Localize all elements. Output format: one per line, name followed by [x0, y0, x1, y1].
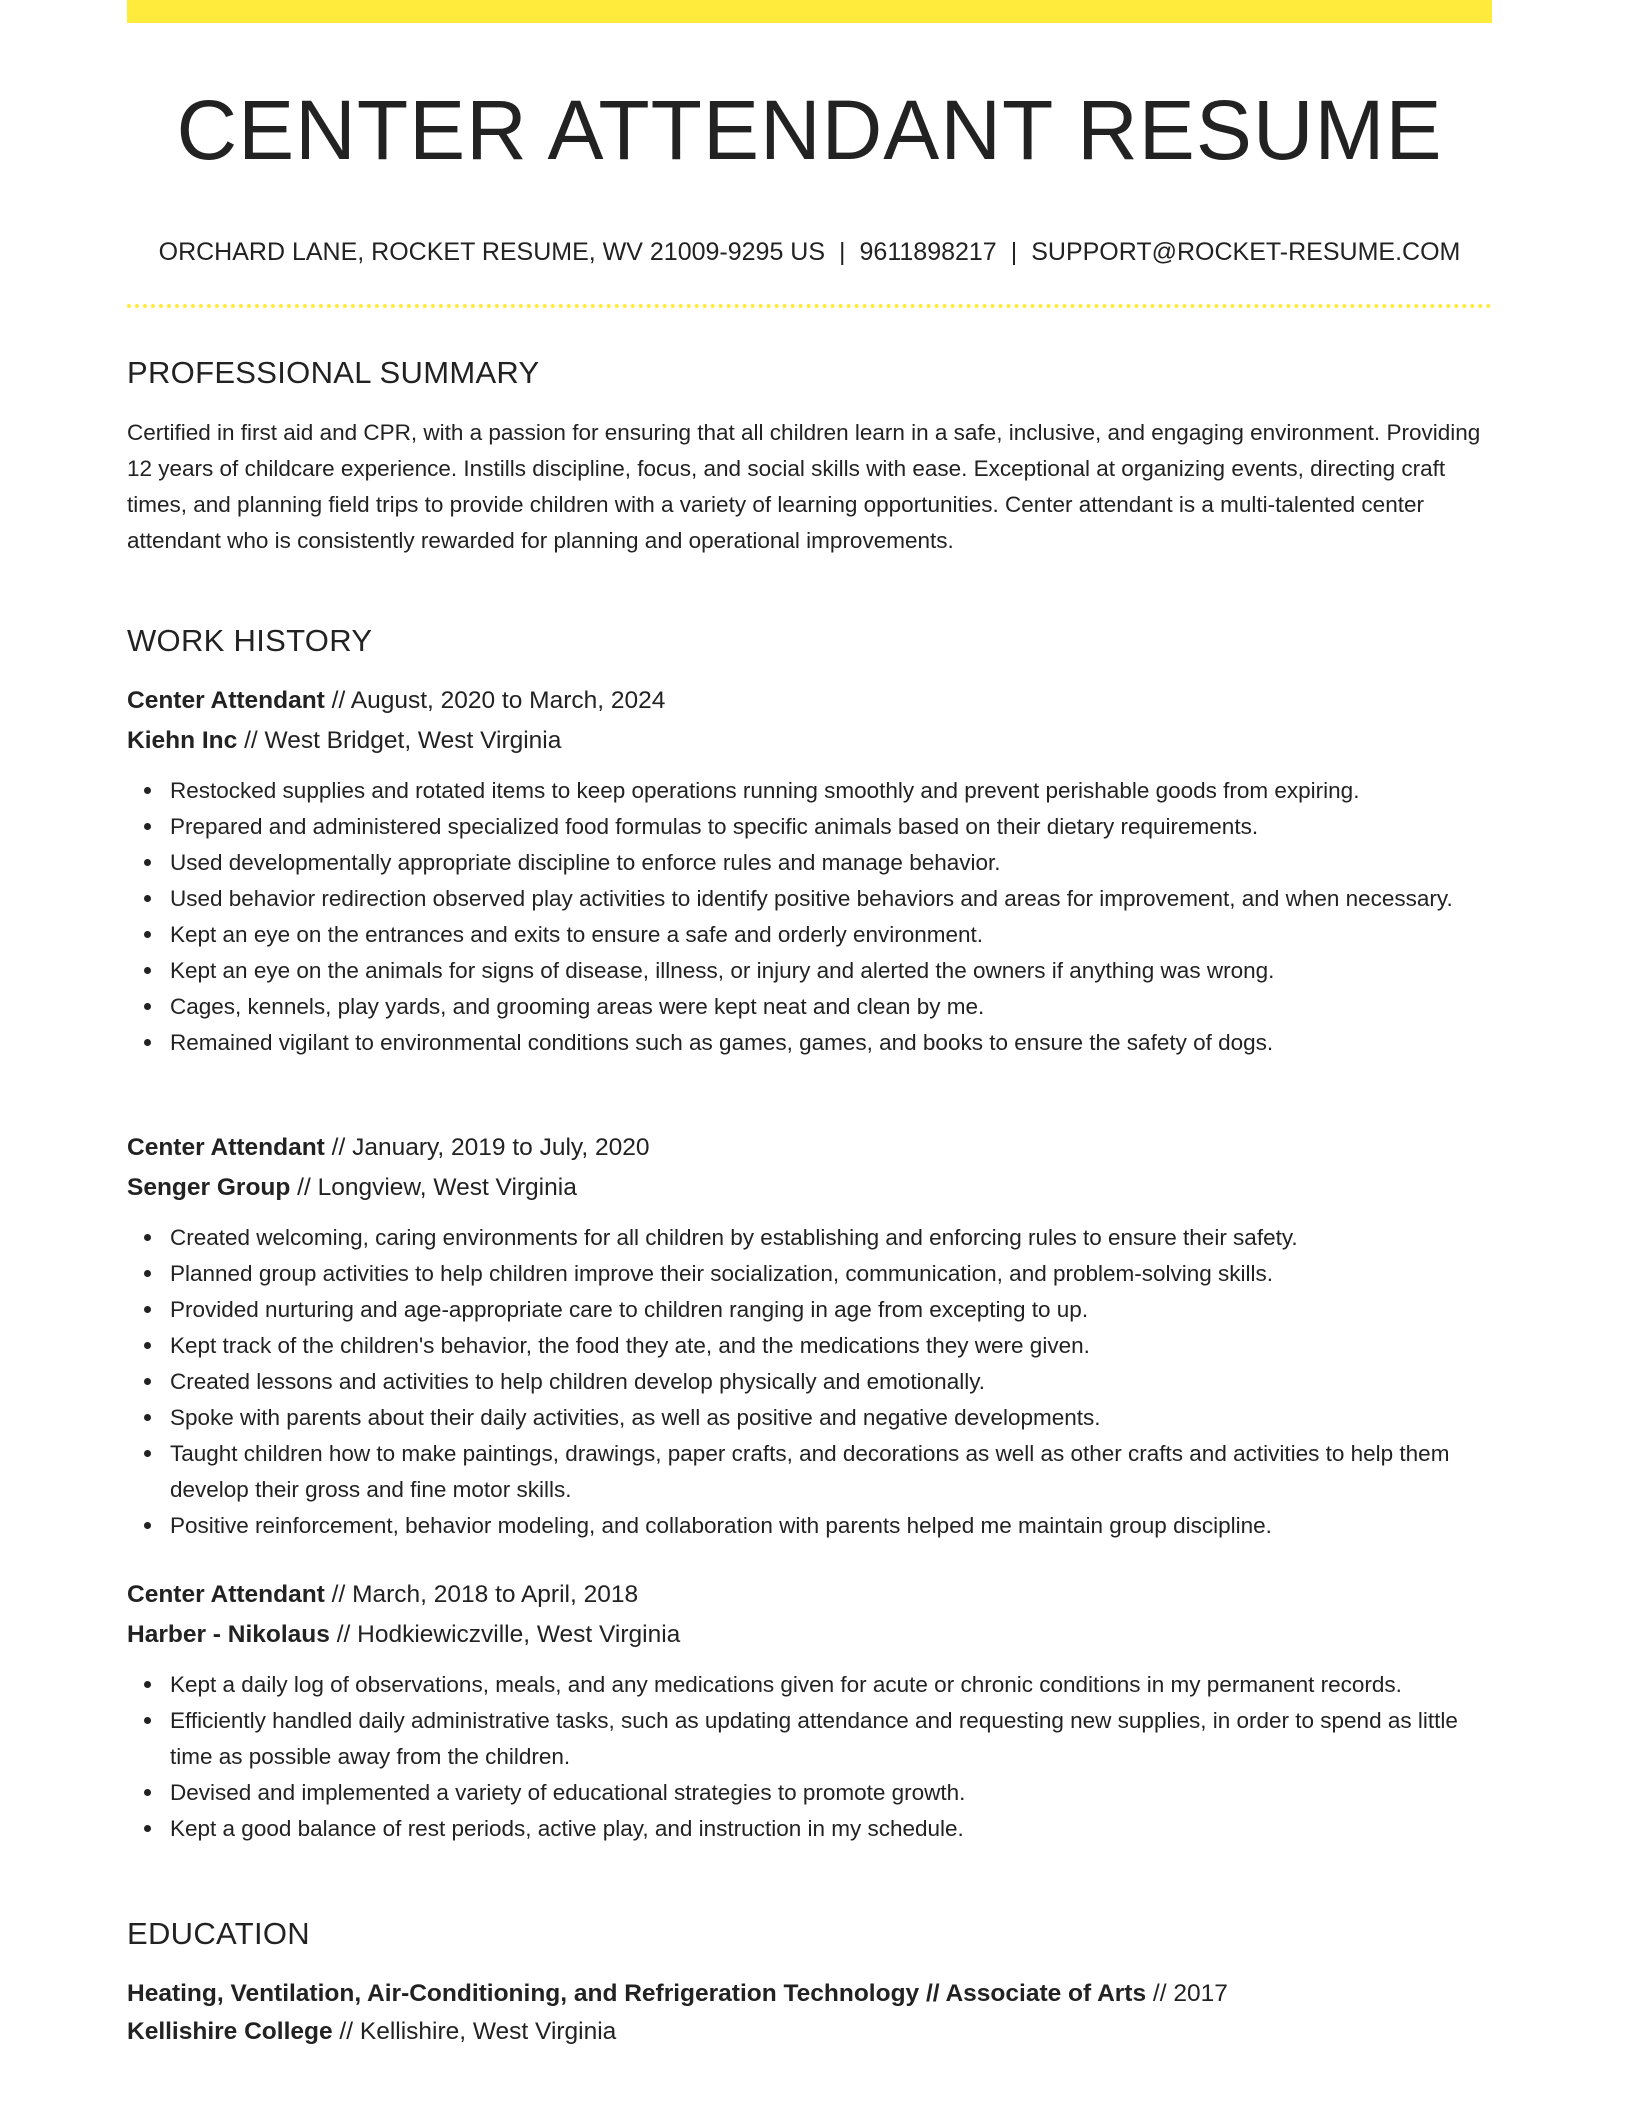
job-bullet: Kept an eye on the animals for signs of disease, illness, or injury and alerted the owners if anything was wrong.	[170, 953, 1492, 989]
job-company: Harber - Nikolaus	[127, 1621, 330, 1648]
job-bullet: Cages, kennels, play yards, and grooming areas were kept neat and clean by me.	[170, 989, 1492, 1025]
job-bullet: Used behavior redirection observed play activities to identify positive behaviors and areas for improvement, and when necessary.	[170, 881, 1492, 917]
job-company-line	[127, 721, 1492, 761]
summary-section	[127, 353, 1492, 559]
job-dates: March, 2018 to April, 2018	[352, 1581, 639, 1608]
job-entry	[127, 681, 1492, 1061]
job-bullet: Remained vigilant to environmental conditions such as games, games, and books to ensure the safety of dogs.	[170, 1025, 1492, 1061]
job-bullet: Devised and implemented a variety of educational strategies to promote growth.	[170, 1775, 1492, 1811]
job-bullet: Kept track of the children's behavior, the food they ate, and the medications they were given.	[170, 1328, 1492, 1364]
job-bullet: Kept an eye on the entrances and exits to ensure a safe and orderly environment.	[170, 917, 1492, 953]
education-degree: Heating, Ventilation, Air-Conditioning, and Refrigeration Technology // Associate of Arts	[127, 1980, 1147, 2007]
job-title: Center Attendant	[127, 687, 325, 714]
work-history-heading: WORK HISTORY	[127, 623, 373, 658]
job-bullet: Provided nurturing and age-appropriate care to children ranging in age from excepting to up.	[170, 1292, 1492, 1328]
contact-separator: |	[839, 238, 846, 266]
job-bullet: Taught children how to make paintings, drawings, paper crafts, and decorations as well as other crafts and activities to help them develop their gross and fine motor skills.	[170, 1436, 1492, 1508]
education-school-line	[127, 2013, 1492, 2051]
job-title: Center Attendant	[127, 1581, 325, 1608]
job-entry	[127, 1128, 1492, 1544]
job-title-line	[127, 1575, 1492, 1615]
job-title-line	[127, 1128, 1492, 1168]
education-separator: //	[1152, 1980, 1167, 2007]
job-bullet: Positive reinforcement, behavior modeling, and collaboration with parents helped me maintain group discipline.	[170, 1508, 1492, 1544]
job-separator: //	[331, 687, 346, 714]
job-entry	[127, 1575, 1492, 1847]
education-degree-line	[127, 1975, 1492, 2013]
summary-heading: PROFESSIONAL SUMMARY	[127, 355, 540, 390]
job-bullet: Restocked supplies and rotated items to keep operations running smoothly and prevent perishable goods from expiring.	[170, 773, 1492, 809]
job-bullet-list	[127, 1667, 1492, 1847]
accent-bar	[127, 0, 1492, 23]
resume-title: CENTER ATTENDANT RESUME	[176, 83, 1443, 177]
education-year: 2017	[1173, 1980, 1228, 2007]
job-separator: //	[331, 1134, 346, 1161]
education-separator: //	[339, 2018, 354, 2045]
job-bullet: Planned group activities to help children improve their socialization, communication, and problem-solving skills.	[170, 1256, 1492, 1292]
education-heading: EDUCATION	[127, 1916, 310, 1951]
job-location: Hodkiewiczville, West Virginia	[357, 1621, 681, 1648]
job-separator: //	[336, 1621, 351, 1648]
contact-address: ORCHARD LANE, ROCKET RESUME, WV 21009-9295 US	[158, 238, 826, 266]
job-dates: January, 2019 to July, 2020	[352, 1134, 650, 1161]
contact-line	[127, 235, 1492, 269]
job-bullet-list	[127, 773, 1492, 1061]
education-school: Kellishire College	[127, 2018, 333, 2045]
job-bullet: Efficiently handled daily administrative tasks, such as updating attendance and requesting new supplies, in order to spend as little time as possible away from the children.	[170, 1703, 1492, 1775]
job-bullet: Created lessons and activities to help children develop physically and emotionally.	[170, 1364, 1492, 1400]
job-bullet-list	[127, 1220, 1492, 1544]
education-location: Kellishire, West Virginia	[359, 2018, 617, 2045]
job-bullet: Used developmentally appropriate discipline to enforce rules and manage behavior.	[170, 845, 1492, 881]
job-location: West Bridget, West Virginia	[264, 727, 562, 754]
job-company: Kiehn Inc	[127, 727, 238, 754]
job-bullet: Created welcoming, caring environments for all children by establishing and enforcing rules to ensure their safety.	[170, 1220, 1492, 1256]
education-section	[127, 1914, 1492, 2051]
job-bullet: Spoke with parents about their daily activities, as well as positive and negative developments.	[170, 1400, 1492, 1436]
contact-separator: |	[1010, 238, 1018, 266]
job-dates: August, 2020 to March, 2024	[350, 687, 666, 714]
job-bullet: Kept a good balance of rest periods, active play, and instruction in my schedule.	[170, 1811, 1492, 1847]
job-bullet: Kept a daily log of observations, meals, and any medications given for acute or chronic conditions in my permanent records.	[170, 1667, 1492, 1703]
job-location: Longview, West Virginia	[317, 1174, 577, 1201]
summary-text: Certified in first aid and CPR, with a passion for ensuring that all children learn in a safe, inclusive, and engaging environment. Providing 12 years of childcare experience. Instills discipline, focus, and social skills with ease. Exceptional at organizing events, directing craft times, and planning field trips to provide children with a variety of learning opportunities. Center attendant is a multi-talented center attendant who is consistently rewarded for planning and operational improvements.	[127, 420, 1481, 553]
job-title-line	[127, 681, 1492, 721]
job-separator: //	[244, 727, 258, 754]
job-title: Center Attendant	[127, 1134, 325, 1161]
contact-phone: 9611898217	[859, 238, 997, 266]
job-company-line	[127, 1168, 1492, 1208]
job-company-line	[127, 1615, 1492, 1655]
contact-email: SUPPORT@ROCKET-RESUME.COM	[1031, 238, 1461, 266]
job-separator: //	[297, 1174, 311, 1201]
job-separator: //	[331, 1581, 346, 1608]
job-company: Senger Group	[127, 1174, 291, 1201]
work-history-section	[127, 621, 1492, 661]
job-bullet: Prepared and administered specialized food formulas to specific animals based on their dietary requirements.	[170, 809, 1492, 845]
dotted-divider	[127, 304, 1492, 308]
